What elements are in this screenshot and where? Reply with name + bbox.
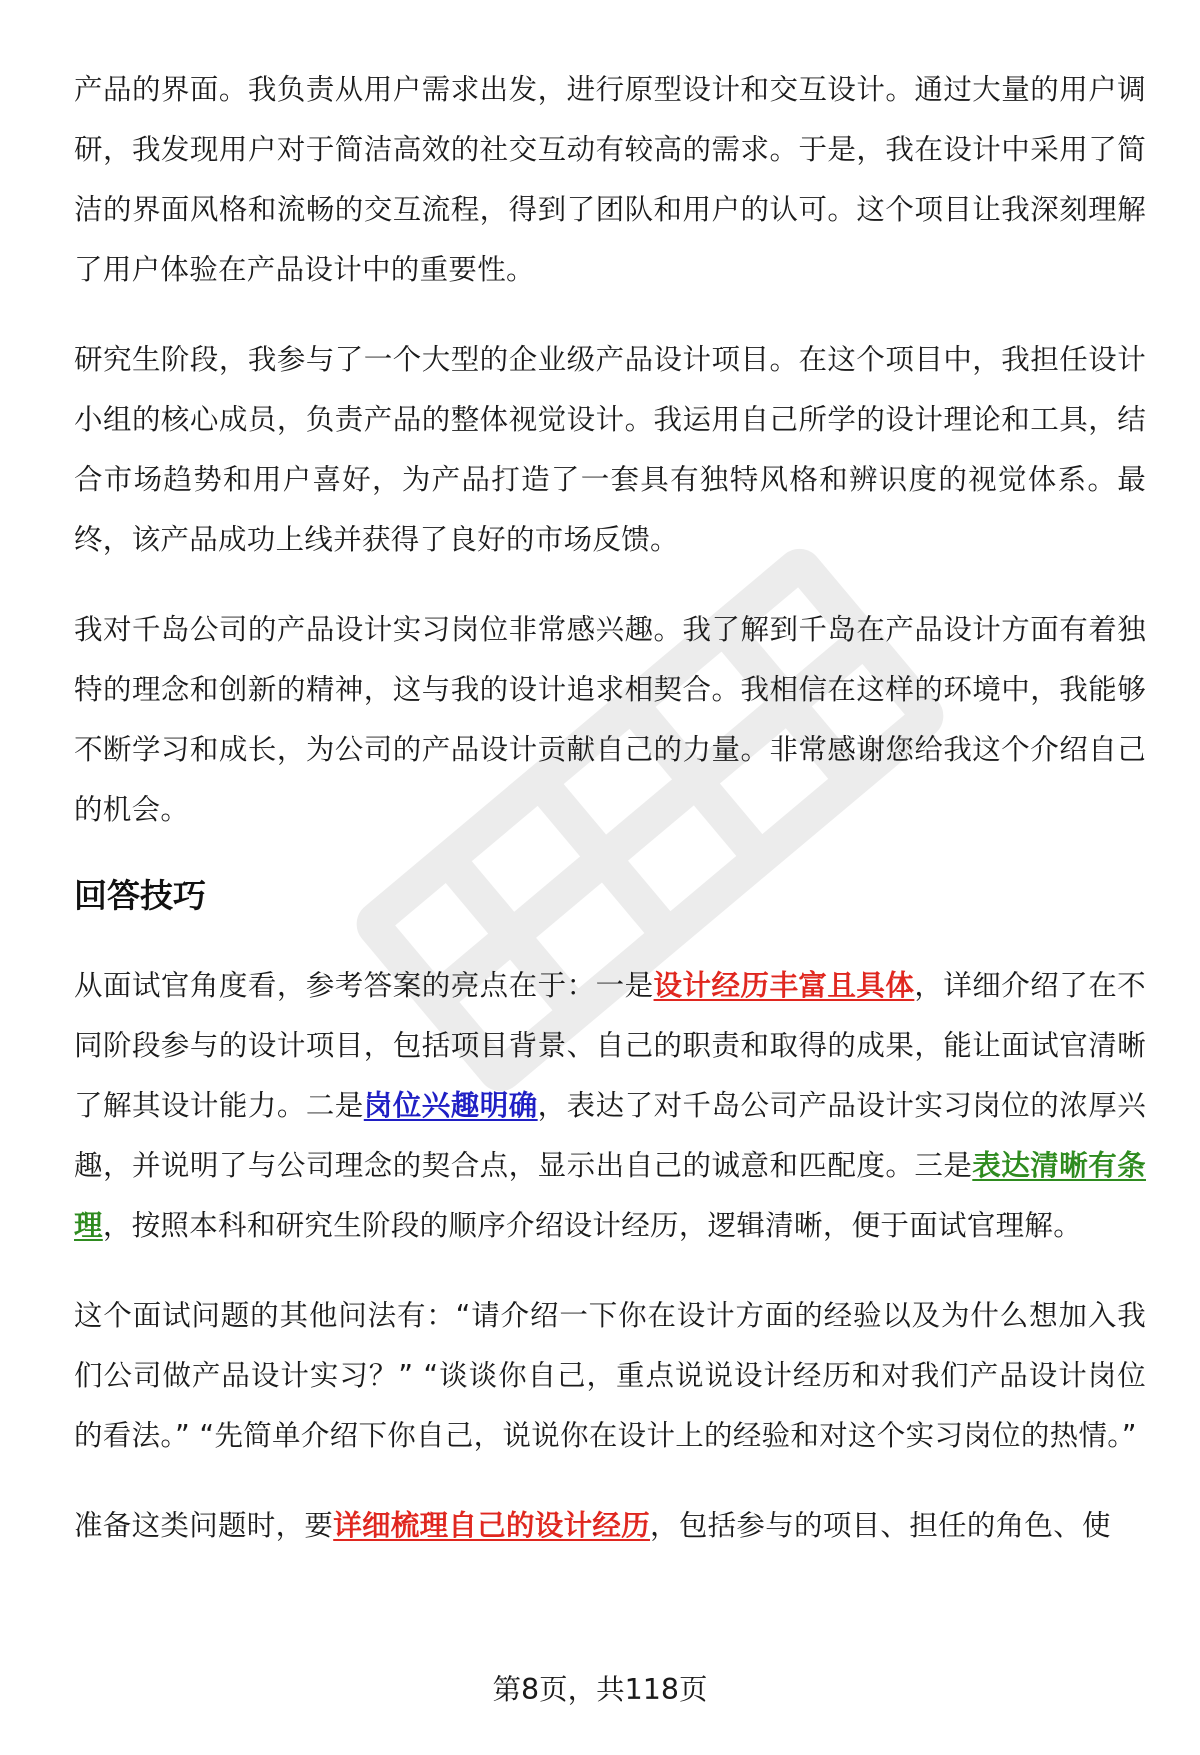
tips-text-2: ，详细介绍了在不同阶段参与的设计项目，包括项目背景、自己的职责和取得的成果，能让面试官清晰了解其设计能力。二是 bbox=[74, 969, 1146, 1122]
paragraph-alternative-questions: 这个面试问题的其他问法有：“请介绍一下你在设计方面的经验以及为什么想加入我们公司做产品设计实习？” “谈谈你自己，重点说说设计经历和对我们产品设计岗位的看法。” “先简单介绍下你自己，说说你在设计上的经验和对这个实习岗位的热情。” bbox=[74, 1299, 1146, 1452]
section-heading-answer-tips: 回答技巧 bbox=[74, 876, 206, 915]
page-number-footer: 第8页，共118页 bbox=[492, 1673, 708, 1706]
highlight-design-experience: 设计经历丰富且具体 bbox=[653, 969, 915, 1002]
prep-text-2: ，包括参与的项目、担任的角色、使 bbox=[650, 1509, 1111, 1542]
document-body bbox=[74, 60, 1146, 1556]
paragraph-undergrad-project: 产品的界面。我负责从用户需求出发，进行原型设计和交互设计。通过大量的用户调研，我发现用户对于简洁高效的社交互动有较高的需求。于是，我在设计中采用了简洁的界面风格和流畅的交互流程，得到了团队和用户的认可。这个项目让我深刻理解了用户体验在产品设计中的重要性。 bbox=[74, 73, 1146, 286]
paragraph-interest: 我对千岛公司的产品设计实习岗位非常感兴趣。我了解到千岛在产品设计方面有着独特的理念和创新的精神，这与我的设计追求相契合。我相信在这样的环境中，我能够不断学习和成长，为公司的产品设计贡献自己的力量。非常感谢您给我这个介绍自己的机会。 bbox=[74, 613, 1146, 826]
paragraph-graduate-project: 研究生阶段，我参与了一个大型的企业级产品设计项目。在这个项目中，我担任设计小组的核心成员，负责产品的整体视觉设计。我运用自己所学的设计理论和工具，结合市场趋势和用户喜好，为产品打造了一套具有独特风格和辨识度的视觉体系。最终，该产品成功上线并获得了良好的市场反馈。 bbox=[74, 343, 1146, 556]
highlight-clear-expression: 表达清晰有条理 bbox=[74, 1149, 1146, 1242]
prep-text-1: 准备这类问题时，要 bbox=[74, 1509, 334, 1542]
tips-text-4: ，按照本科和研究生阶段的顺序介绍设计经历，逻辑清晰，便于面试官理解。 bbox=[102, 1209, 1083, 1242]
paragraph-preparation bbox=[74, 1496, 1146, 1556]
highlight-sort-experience: 详细梳理自己的设计经历 bbox=[333, 1509, 651, 1542]
tips-text-3: ，表达了对千岛公司产品设计实习岗位的浓厚兴趣，并说明了与公司理念的契合点，显示出自己的诚意和匹配度。三是 bbox=[74, 1089, 1146, 1182]
highlight-job-interest: 岗位兴趣明确 bbox=[363, 1089, 538, 1122]
paragraph-tips bbox=[74, 956, 1146, 1256]
tips-text-1: 从面试官角度看，参考答案的亮点在于：一是 bbox=[74, 969, 654, 1002]
